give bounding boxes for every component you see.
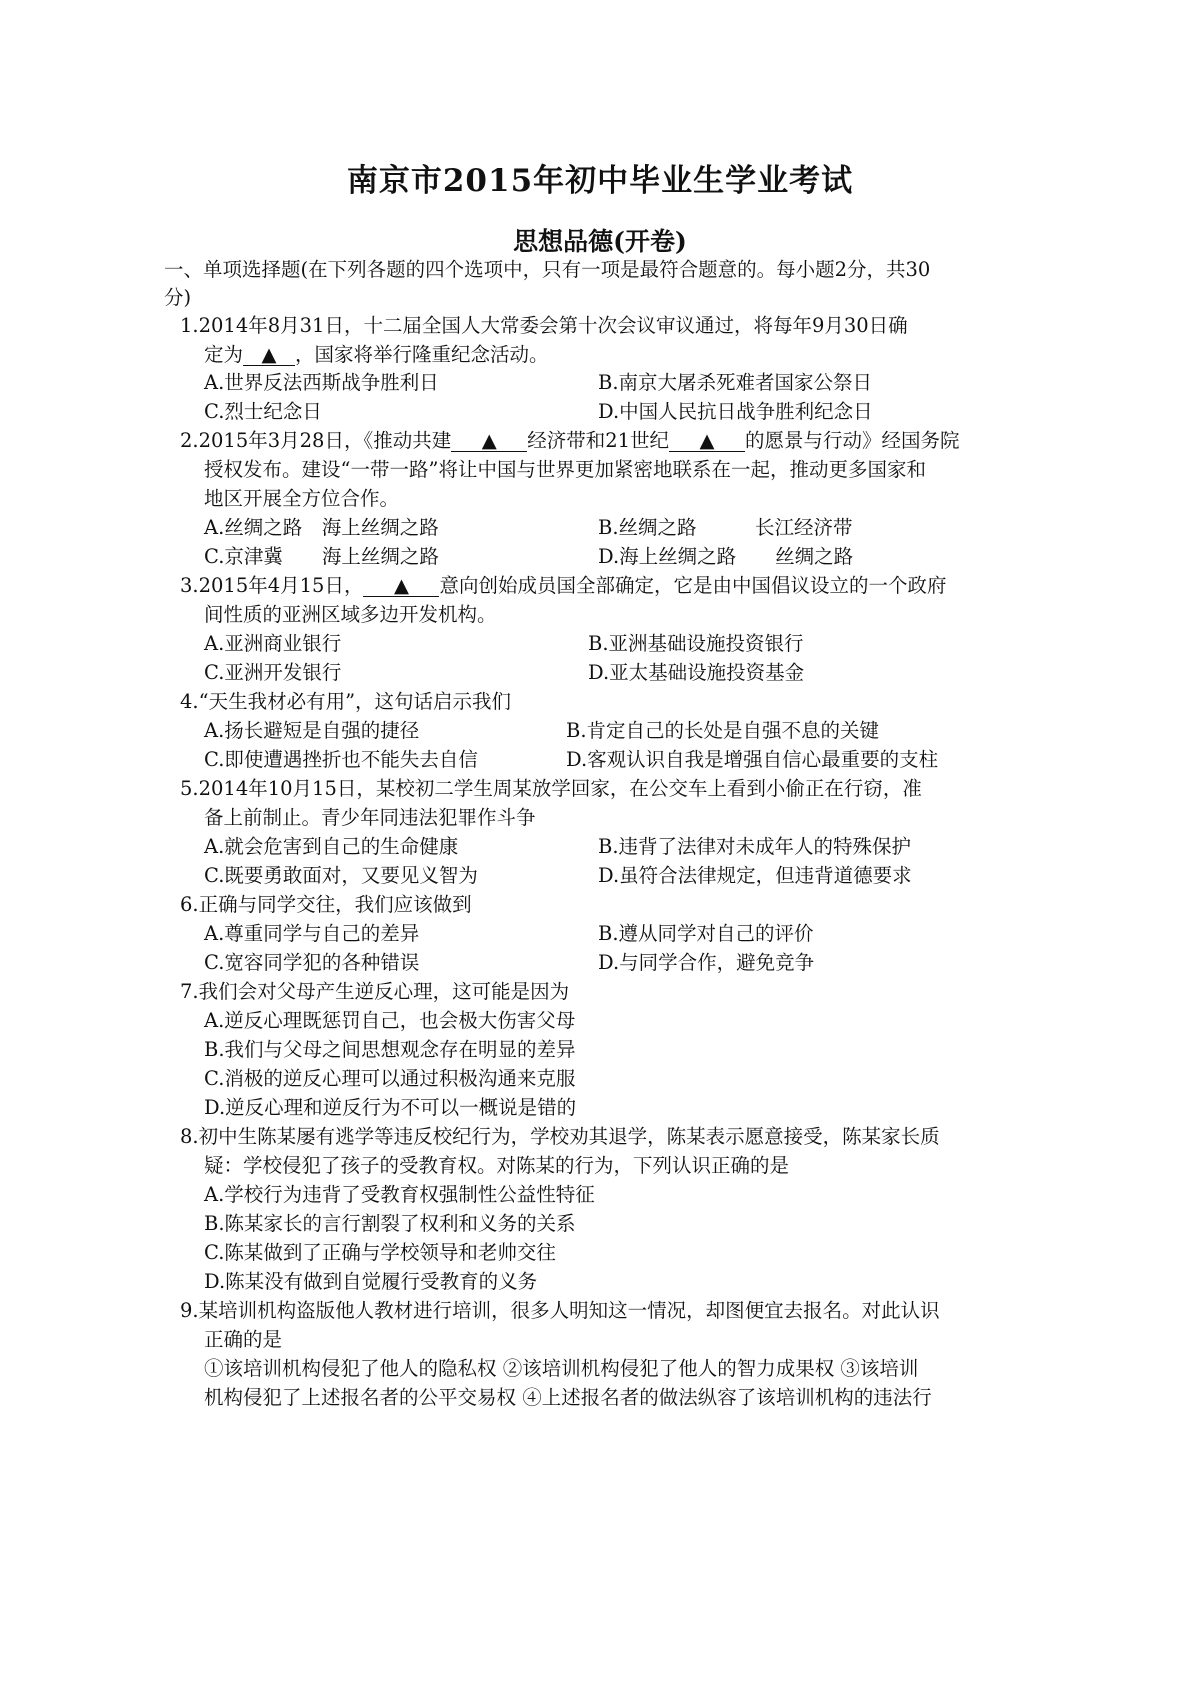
q3-answer-blank: ▲ [363,576,439,597]
q1-option-d: D.中国人民抗日战争胜利纪念日 [598,400,873,423]
q9-stem-line1: 9.某培训机构盗版他人教材进行培训，很多人明知这一情况，却图便宜去报名。对此认识 [180,1299,940,1322]
q1-stem-pre: 定为 [204,343,244,366]
q2-stem-line3: 地区开展全方位合作。 [204,487,400,510]
q4-option-d: D.客观认识自我是增强自信心最重要的支柱 [566,748,939,771]
q8-option-a: A.学校行为违背了受教育权强制性公益性特征 [204,1183,595,1206]
q3-stem-line1 [180,574,946,598]
q1-stem-post: ，国家将举行隆重纪念活动。 [295,343,549,366]
q7-option-b: B.我们与父母之间思想观念存在明显的差异 [204,1038,576,1061]
q2-stem-mid: 经济带和21世纪 [527,429,670,452]
q1-option-b: B.南京大屠杀死难者国家公祭日 [598,371,873,394]
q3-stem-pre: 3.2015年4月15日， [180,574,364,597]
q2-option-a: A.丝绸之路 海上丝绸之路 [204,516,439,539]
section-instruction-line1: 一、单项选择题(在下列各题的四个选项中，只有一项是最符合题意的。每小题2分，共30 [164,258,931,281]
q3-option-d: D.亚太基础设施投资基金 [588,661,805,684]
q9-statements-line1: ①该培训机构侵犯了他人的隐私权 ②该培训机构侵犯了他人的智力成果权 ③该培训 [204,1357,919,1380]
q5-option-a: A.就会危害到自己的生命健康 [204,835,459,858]
q7-option-d: D.逆反心理和逆反行为不可以一概说是错的 [204,1096,577,1119]
q7-option-a: A.逆反心理既惩罚自己，也会极大伤害父母 [204,1009,576,1032]
q2-stem-line1 [180,429,960,453]
q7-option-c: C.消极的逆反心理可以通过积极沟通来克服 [204,1067,576,1090]
q4-option-b: B.肯定自己的长处是自强不息的关键 [566,719,880,742]
q8-option-d: D.陈某没有做到自觉履行受教育的义务 [204,1270,538,1293]
subject-title: 思想品德(开卷) [513,227,687,256]
q6-stem: 6.正确与同学交往，我们应该做到 [180,893,472,916]
q3-option-a: A.亚洲商业银行 [204,632,342,655]
q3-stem-line2: 间性质的亚洲区域多边开发机构。 [204,603,497,626]
q6-option-a: A.尊重同学与自己的差异 [204,922,420,945]
q5-option-b: B.违背了法律对未成年人的特殊保护 [598,835,912,858]
q3-stem-post: 意向创始成员国全部确定，它是由中国倡议设立的一个政府 [439,574,947,597]
q4-option-a: A.扬长避短是自强的捷径 [204,719,420,742]
q2-option-b: B.丝绸之路 长江经济带 [598,516,853,539]
q1-stem-line2 [204,343,549,367]
q1-option-c: C.烈士纪念日 [204,400,322,423]
q6-option-d: D.与同学合作，避免竞争 [598,951,815,974]
exam-title: 南京市2015年初中毕业生学业考试 [346,163,854,199]
q1-stem-line1: 1.2014年8月31日，十二届全国人大常委会第十次会议审议通过，将每年9月30日确 [180,314,908,337]
q8-stem-line1: 8.初中生陈某屡有逃学等违反校纪行为，学校劝其退学，陈某表示愿意接受，陈某家长质 [180,1125,940,1148]
q2-option-c: C.京津冀 海上丝绸之路 [204,545,439,568]
q6-option-b: B.遵从同学对自己的评价 [598,922,814,945]
q1-option-a: A.世界反法西斯战争胜利日 [204,371,439,394]
q2-stem-line2: 授权发布。建设“一带一路”将让中国与世界更加紧密地联系在一起，推动更多国家和 [204,458,926,481]
q7-stem: 7.我们会对父母产生逆反心理，这可能是因为 [180,980,570,1003]
q5-option-d: D.虽符合法律规定，但违背道德要求 [598,864,912,887]
q8-option-c: C.陈某做到了正确与学校领导和老帅交往 [204,1241,556,1264]
q5-option-c: C.既要勇敢面对，又要见义智为 [204,864,478,887]
q2-option-d: D.海上丝绸之路 丝绸之路 [598,545,854,568]
q2-stem-pre: 2.2015年3月28日，《推动共建 [180,429,452,452]
q8-stem-line2: 疑：学校侵犯了孩子的受教育权。对陈某的行为，下列认识正确的是 [204,1154,790,1177]
q2-stem-post: 的愿景与行动》经国务院 [745,429,960,452]
q4-stem: 4.“天生我材必有用”，这句话启示我们 [180,690,512,713]
q9-statements-line2: 机构侵犯了上述报名者的公平交易权 ④上述报名者的做法纵容了该培训机构的违法行 [204,1386,932,1409]
q4-option-c: C.即使遭遇挫折也不能失去自信 [204,748,478,771]
q8-option-b: B.陈某家长的言行割裂了权利和义务的关系 [204,1212,576,1235]
q3-option-b: B.亚洲基础设施投资银行 [588,632,804,655]
q5-stem-line1: 5.2014年10月15日，某校初二学生周某放学回家，在公交车上看到小偷正在行窃，准 [180,777,922,800]
q1-answer-blank: ▲ [243,345,295,366]
q2-answer-blank-2: ▲ [669,431,745,452]
q6-option-c: C.宽容同学犯的各种错误 [204,951,420,974]
q2-answer-blank-1: ▲ [451,431,527,452]
q9-stem-line2: 正确的是 [204,1328,283,1351]
section-instruction-line2: 分) [164,286,192,309]
q5-stem-line2: 备上前制止。青少年同违法犯罪作斗争 [204,806,536,829]
q3-option-c: C.亚洲开发银行 [204,661,342,684]
